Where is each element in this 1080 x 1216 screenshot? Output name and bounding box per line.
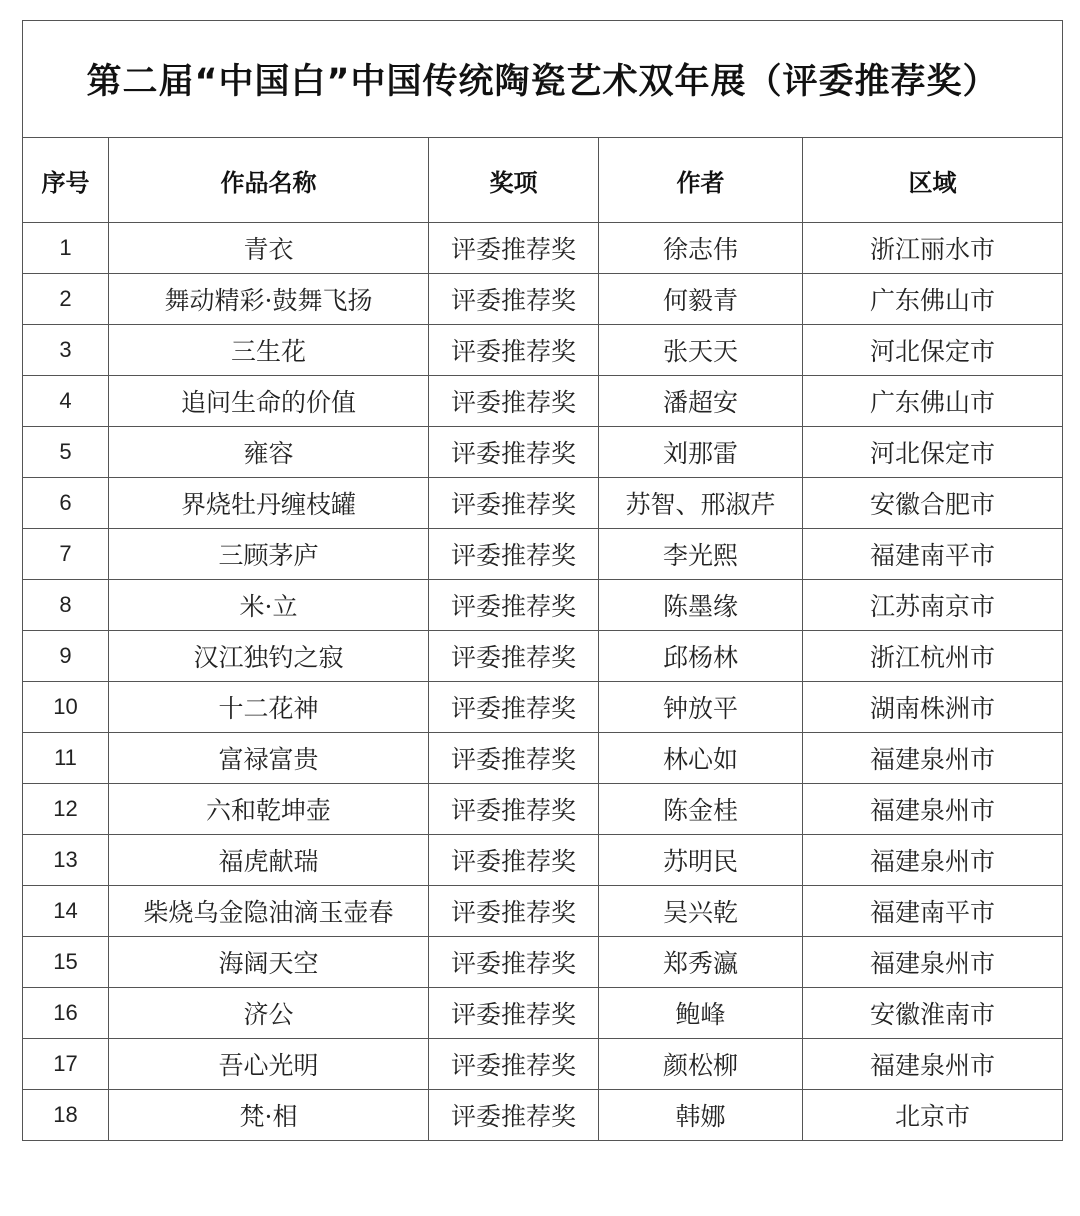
cell-region: 福建泉州市 [803, 835, 1063, 886]
cell-index: 18 [23, 1090, 109, 1141]
cell-region: 北京市 [803, 1090, 1063, 1141]
cell-award: 评委推荐奖 [429, 631, 599, 682]
cell-work: 青衣 [109, 223, 429, 274]
table-row [23, 1090, 1063, 1141]
cell-work: 梵·相 [109, 1090, 429, 1141]
cell-author: 张天天 [599, 325, 803, 376]
cell-award: 评委推荐奖 [429, 886, 599, 937]
cell-index: 11 [23, 733, 109, 784]
cell-author: 李光熙 [599, 529, 803, 580]
cell-award: 评委推荐奖 [429, 274, 599, 325]
table-row [23, 937, 1063, 988]
cell-work: 富禄富贵 [109, 733, 429, 784]
cell-author: 林心如 [599, 733, 803, 784]
cell-region: 福建泉州市 [803, 1039, 1063, 1090]
column-header-index: 序号 [23, 138, 109, 223]
cell-work: 柴烧乌金隐油滴玉壶春 [109, 886, 429, 937]
cell-work: 追问生命的价值 [109, 376, 429, 427]
cell-award: 评委推荐奖 [429, 988, 599, 1039]
table-row [23, 223, 1063, 274]
cell-index: 13 [23, 835, 109, 886]
table-row [23, 988, 1063, 1039]
cell-index: 5 [23, 427, 109, 478]
cell-index: 1 [23, 223, 109, 274]
table-row [23, 886, 1063, 937]
table-row [23, 427, 1063, 478]
cell-work: 福虎献瑞 [109, 835, 429, 886]
cell-author: 潘超安 [599, 376, 803, 427]
cell-award: 评委推荐奖 [429, 733, 599, 784]
cell-award: 评委推荐奖 [429, 937, 599, 988]
cell-author: 陈金桂 [599, 784, 803, 835]
table-row [23, 580, 1063, 631]
table-row [23, 478, 1063, 529]
table-row [23, 733, 1063, 784]
cell-author: 邱杨林 [599, 631, 803, 682]
cell-region: 福建南平市 [803, 529, 1063, 580]
table-title: 第二届“中国白”中国传统陶瓷艺术双年展（评委推荐奖） [23, 21, 1063, 138]
cell-award: 评委推荐奖 [429, 1090, 599, 1141]
cell-index: 10 [23, 682, 109, 733]
table-row [23, 325, 1063, 376]
cell-award: 评委推荐奖 [429, 427, 599, 478]
cell-region: 安徽淮南市 [803, 988, 1063, 1039]
cell-award: 评委推荐奖 [429, 376, 599, 427]
cell-author: 韩娜 [599, 1090, 803, 1141]
cell-region: 广东佛山市 [803, 274, 1063, 325]
cell-index: 15 [23, 937, 109, 988]
cell-author: 何毅青 [599, 274, 803, 325]
cell-index: 14 [23, 886, 109, 937]
cell-award: 评委推荐奖 [429, 1039, 599, 1090]
column-header-award: 奖项 [429, 138, 599, 223]
cell-index: 16 [23, 988, 109, 1039]
cell-index: 2 [23, 274, 109, 325]
cell-work: 吾心光明 [109, 1039, 429, 1090]
column-header-region: 区域 [803, 138, 1063, 223]
cell-award: 评委推荐奖 [429, 784, 599, 835]
cell-work: 三顾茅庐 [109, 529, 429, 580]
cell-work: 十二花神 [109, 682, 429, 733]
cell-author: 苏智、邢淑芹 [599, 478, 803, 529]
cell-region: 浙江杭州市 [803, 631, 1063, 682]
cell-author: 鲍峰 [599, 988, 803, 1039]
cell-award: 评委推荐奖 [429, 325, 599, 376]
column-header-work: 作品名称 [109, 138, 429, 223]
header-row [23, 138, 1063, 223]
table-row [23, 376, 1063, 427]
cell-author: 刘那雷 [599, 427, 803, 478]
cell-award: 评委推荐奖 [429, 580, 599, 631]
cell-work: 济公 [109, 988, 429, 1039]
cell-work: 雍容 [109, 427, 429, 478]
cell-region: 福建泉州市 [803, 733, 1063, 784]
cell-work: 海阔天空 [109, 937, 429, 988]
cell-region: 河北保定市 [803, 427, 1063, 478]
cell-award: 评委推荐奖 [429, 529, 599, 580]
cell-award: 评委推荐奖 [429, 835, 599, 886]
cell-region: 福建南平市 [803, 886, 1063, 937]
cell-index: 4 [23, 376, 109, 427]
cell-work: 六和乾坤壶 [109, 784, 429, 835]
cell-award: 评委推荐奖 [429, 682, 599, 733]
cell-author: 颜松柳 [599, 1039, 803, 1090]
cell-index: 7 [23, 529, 109, 580]
column-header-author: 作者 [599, 138, 803, 223]
table-row [23, 682, 1063, 733]
cell-author: 陈墨缘 [599, 580, 803, 631]
table-row [23, 835, 1063, 886]
cell-index: 3 [23, 325, 109, 376]
cell-award: 评委推荐奖 [429, 223, 599, 274]
cell-region: 广东佛山市 [803, 376, 1063, 427]
cell-region: 江苏南京市 [803, 580, 1063, 631]
cell-region: 福建泉州市 [803, 937, 1063, 988]
cell-author: 郑秀瀛 [599, 937, 803, 988]
cell-author: 苏明民 [599, 835, 803, 886]
cell-region: 浙江丽水市 [803, 223, 1063, 274]
table-row [23, 274, 1063, 325]
cell-work: 舞动精彩·鼓舞飞扬 [109, 274, 429, 325]
cell-index: 12 [23, 784, 109, 835]
cell-award: 评委推荐奖 [429, 478, 599, 529]
cell-region: 湖南株洲市 [803, 682, 1063, 733]
cell-author: 徐志伟 [599, 223, 803, 274]
table-row [23, 1039, 1063, 1090]
table-row [23, 529, 1063, 580]
cell-index: 6 [23, 478, 109, 529]
cell-author: 吴兴乾 [599, 886, 803, 937]
cell-work: 米·立 [109, 580, 429, 631]
cell-author: 钟放平 [599, 682, 803, 733]
cell-region: 福建泉州市 [803, 784, 1063, 835]
cell-work: 三生花 [109, 325, 429, 376]
award-table [22, 20, 1063, 1141]
cell-region: 安徽合肥市 [803, 478, 1063, 529]
table-row [23, 631, 1063, 682]
cell-work: 汉江独钓之寂 [109, 631, 429, 682]
cell-index: 17 [23, 1039, 109, 1090]
cell-work: 界烧牡丹缠枝罐 [109, 478, 429, 529]
table-row [23, 784, 1063, 835]
cell-index: 9 [23, 631, 109, 682]
cell-index: 8 [23, 580, 109, 631]
table-body [23, 223, 1063, 1141]
cell-region: 河北保定市 [803, 325, 1063, 376]
